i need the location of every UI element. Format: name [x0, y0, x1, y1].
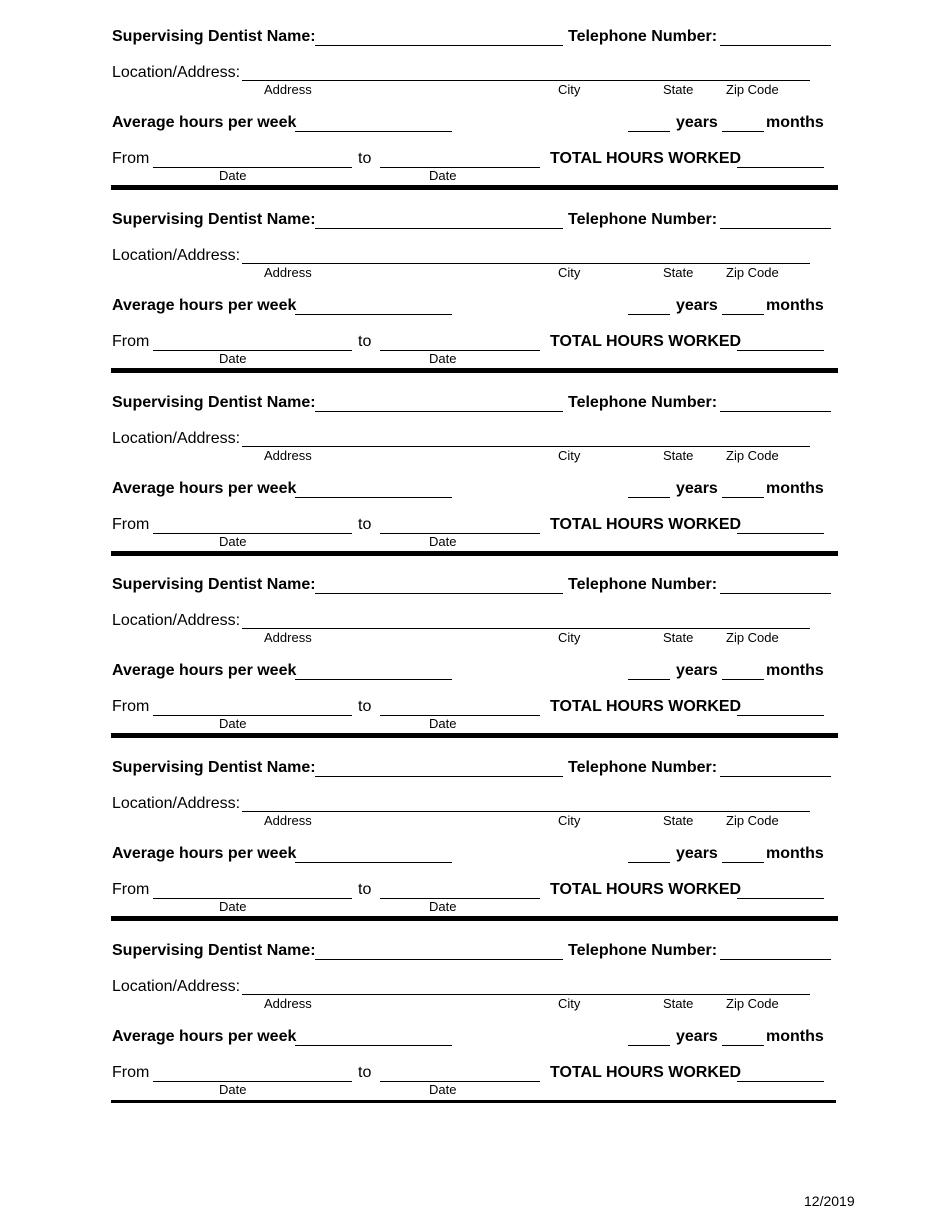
years-field[interactable]: [628, 497, 670, 498]
total-hours-label: TOTAL HOURS WORKED: [550, 1064, 742, 1081]
telephone-label: Telephone Number:: [568, 28, 718, 45]
to-date-field[interactable]: [380, 898, 540, 899]
city-caption: City: [558, 630, 581, 645]
from-date-field[interactable]: [153, 1081, 352, 1082]
dentist-name-field[interactable]: [315, 411, 563, 412]
years-field[interactable]: [628, 1045, 670, 1046]
from-date-caption: Date: [219, 534, 247, 549]
location-field[interactable]: [242, 994, 810, 995]
telephone-field[interactable]: [720, 776, 831, 777]
months-field[interactable]: [722, 679, 764, 680]
average-hours-label: Average hours per week: [112, 114, 297, 131]
dentist-name-label: Supervising Dentist Name:: [112, 211, 316, 228]
to-date-caption: Date: [429, 351, 457, 366]
form-bottom-rule: [111, 1100, 836, 1103]
to-label: to: [358, 698, 372, 715]
address-caption: Address: [264, 630, 312, 645]
location-field[interactable]: [242, 811, 810, 812]
years-field[interactable]: [628, 679, 670, 680]
average-hours-field[interactable]: [295, 1045, 452, 1046]
months-field[interactable]: [722, 1045, 764, 1046]
to-date-caption: Date: [429, 899, 457, 914]
average-hours-field[interactable]: [295, 314, 452, 315]
address-caption: Address: [264, 448, 312, 463]
location-field[interactable]: [242, 628, 810, 629]
from-date-field[interactable]: [153, 167, 352, 168]
total-hours-label: TOTAL HOURS WORKED: [550, 698, 742, 715]
to-label: to: [358, 881, 372, 898]
total-hours-field[interactable]: [737, 167, 824, 168]
average-hours-label: Average hours per week: [112, 297, 297, 314]
to-date-caption: Date: [429, 716, 457, 731]
telephone-label: Telephone Number:: [568, 759, 718, 776]
supervisor-entry-1: [0, 0, 950, 182]
state-caption: State: [663, 448, 694, 463]
telephone-label: Telephone Number:: [568, 211, 718, 228]
from-date-field[interactable]: [153, 533, 352, 534]
from-date-field[interactable]: [153, 898, 352, 899]
months-label: months: [766, 662, 824, 679]
dentist-name-field[interactable]: [315, 228, 563, 229]
state-caption: State: [663, 82, 694, 97]
dentist-name-label: Supervising Dentist Name:: [112, 576, 316, 593]
city-caption: City: [558, 448, 581, 463]
location-label: Location/Address:: [112, 430, 241, 447]
dentist-name-label: Supervising Dentist Name:: [112, 942, 316, 959]
dentist-name-field[interactable]: [315, 45, 563, 46]
telephone-label: Telephone Number:: [568, 576, 718, 593]
years-label: years: [676, 845, 718, 862]
to-date-field[interactable]: [380, 350, 540, 351]
dentist-name-field[interactable]: [315, 959, 563, 960]
average-hours-label: Average hours per week: [112, 1028, 297, 1045]
address-caption: Address: [264, 82, 312, 97]
state-caption: State: [663, 265, 694, 280]
supervisor-entry-4: [0, 548, 950, 730]
years-label: years: [676, 480, 718, 497]
to-label: to: [358, 516, 372, 533]
from-date-field[interactable]: [153, 350, 352, 351]
months-field[interactable]: [722, 497, 764, 498]
city-caption: City: [558, 813, 581, 828]
zip-code-caption: Zip Code: [726, 448, 779, 463]
total-hours-field[interactable]: [737, 1081, 824, 1082]
zip-code-caption: Zip Code: [726, 813, 779, 828]
zip-code-caption: Zip Code: [726, 265, 779, 280]
address-caption: Address: [264, 813, 312, 828]
to-date-field[interactable]: [380, 1081, 540, 1082]
from-label: From: [112, 881, 150, 898]
city-caption: City: [558, 82, 581, 97]
to-date-field[interactable]: [380, 533, 540, 534]
state-caption: State: [663, 630, 694, 645]
city-caption: City: [558, 996, 581, 1011]
dentist-name-label: Supervising Dentist Name:: [112, 28, 316, 45]
to-label: to: [358, 150, 372, 167]
address-caption: Address: [264, 996, 312, 1011]
from-date-caption: Date: [219, 716, 247, 731]
total-hours-label: TOTAL HOURS WORKED: [550, 150, 742, 167]
total-hours-label: TOTAL HOURS WORKED: [550, 333, 742, 350]
dentist-name-label: Supervising Dentist Name:: [112, 759, 316, 776]
average-hours-label: Average hours per week: [112, 480, 297, 497]
average-hours-field[interactable]: [295, 679, 452, 680]
telephone-field[interactable]: [720, 411, 831, 412]
from-date-field[interactable]: [153, 715, 352, 716]
total-hours-label: TOTAL HOURS WORKED: [550, 881, 742, 898]
supervisor-entry-3: [0, 366, 950, 548]
years-field[interactable]: [628, 131, 670, 132]
total-hours-field[interactable]: [737, 715, 824, 716]
to-label: to: [358, 1064, 372, 1081]
state-caption: State: [663, 996, 694, 1011]
years-label: years: [676, 297, 718, 314]
months-label: months: [766, 480, 824, 497]
telephone-label: Telephone Number:: [568, 942, 718, 959]
from-label: From: [112, 1064, 150, 1081]
months-label: months: [766, 297, 824, 314]
total-hours-field[interactable]: [737, 350, 824, 351]
supervisor-entry-6: [0, 914, 950, 1096]
location-label: Location/Address:: [112, 64, 241, 81]
from-label: From: [112, 698, 150, 715]
supervisor-entry-2: [0, 183, 950, 365]
from-label: From: [112, 150, 150, 167]
from-date-caption: Date: [219, 899, 247, 914]
to-date-field[interactable]: [380, 715, 540, 716]
to-date-field[interactable]: [380, 167, 540, 168]
average-hours-field[interactable]: [295, 497, 452, 498]
years-field[interactable]: [628, 314, 670, 315]
total-hours-field[interactable]: [737, 898, 824, 899]
to-date-caption: Date: [429, 1082, 457, 1097]
location-label: Location/Address:: [112, 612, 241, 629]
location-field[interactable]: [242, 446, 810, 447]
years-label: years: [676, 662, 718, 679]
telephone-field[interactable]: [720, 45, 831, 46]
months-label: months: [766, 845, 824, 862]
average-hours-field[interactable]: [295, 862, 452, 863]
from-label: From: [112, 333, 150, 350]
zip-code-caption: Zip Code: [726, 996, 779, 1011]
telephone-label: Telephone Number:: [568, 394, 718, 411]
revision-date: 12/2019: [804, 1193, 855, 1209]
total-hours-field[interactable]: [737, 533, 824, 534]
years-label: years: [676, 1028, 718, 1045]
average-hours-field[interactable]: [295, 131, 452, 132]
state-caption: State: [663, 813, 694, 828]
address-caption: Address: [264, 265, 312, 280]
average-hours-label: Average hours per week: [112, 845, 297, 862]
months-field[interactable]: [722, 314, 764, 315]
from-date-caption: Date: [219, 168, 247, 183]
years-label: years: [676, 114, 718, 131]
location-label: Location/Address:: [112, 795, 241, 812]
dentist-name-field[interactable]: [315, 776, 563, 777]
telephone-field[interactable]: [720, 959, 831, 960]
months-label: months: [766, 114, 824, 131]
to-label: to: [358, 333, 372, 350]
supervisor-entry-5: [0, 731, 950, 913]
months-label: months: [766, 1028, 824, 1045]
location-field[interactable]: [242, 80, 810, 81]
city-caption: City: [558, 265, 581, 280]
months-field[interactable]: [722, 862, 764, 863]
telephone-field[interactable]: [720, 593, 831, 594]
zip-code-caption: Zip Code: [726, 630, 779, 645]
years-field[interactable]: [628, 862, 670, 863]
location-label: Location/Address:: [112, 978, 241, 995]
months-field[interactable]: [722, 131, 764, 132]
dentist-name-field[interactable]: [315, 593, 563, 594]
zip-code-caption: Zip Code: [726, 82, 779, 97]
dentist-name-label: Supervising Dentist Name:: [112, 394, 316, 411]
total-hours-label: TOTAL HOURS WORKED: [550, 516, 742, 533]
from-label: From: [112, 516, 150, 533]
to-date-caption: Date: [429, 168, 457, 183]
average-hours-label: Average hours per week: [112, 662, 297, 679]
location-label: Location/Address:: [112, 247, 241, 264]
from-date-caption: Date: [219, 1082, 247, 1097]
location-field[interactable]: [242, 263, 810, 264]
from-date-caption: Date: [219, 351, 247, 366]
telephone-field[interactable]: [720, 228, 831, 229]
to-date-caption: Date: [429, 534, 457, 549]
